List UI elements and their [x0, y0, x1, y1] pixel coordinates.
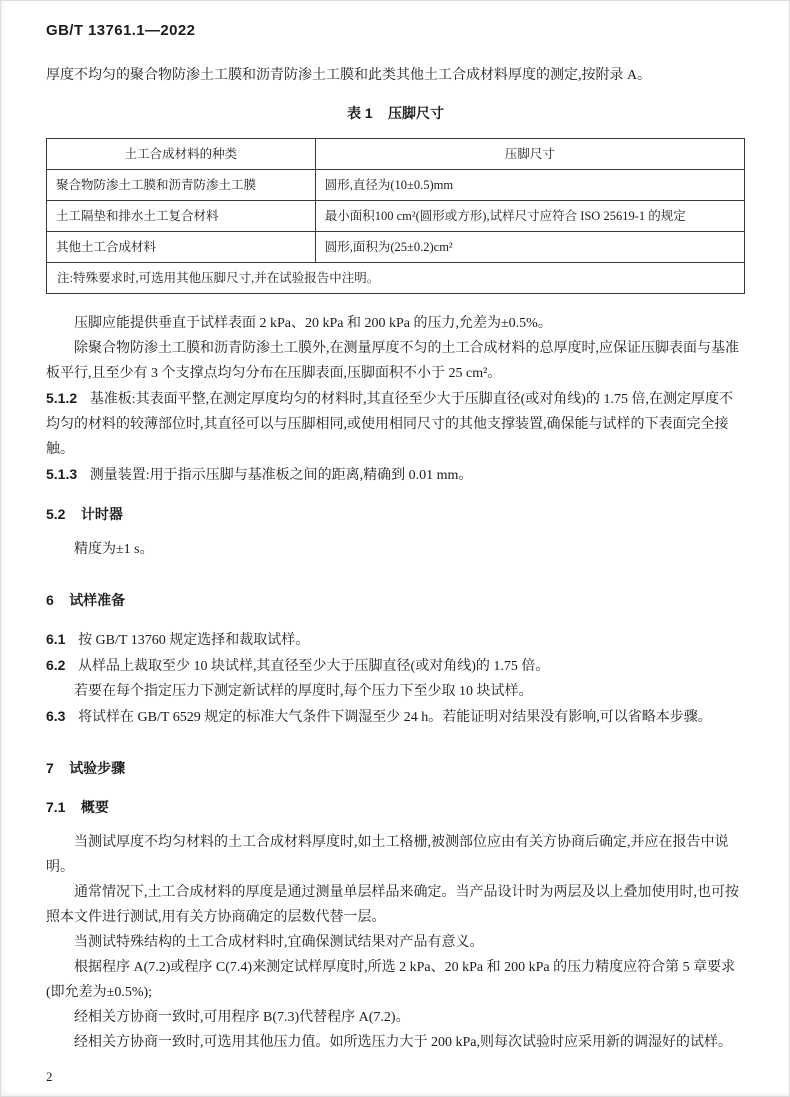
paragraph: 经相关方协商一致时,可选用其他压力值。如所选压力大于 200 kPa,则每次试验时应采用新的调湿好的试样。: [74, 1035, 732, 1050]
paragraph: 当测试厚度不均匀材料的土工合成材料厚度时,如土工格栅,被测部位应由有关方协商后确定,并应在报告中说明。: [46, 835, 729, 875]
table-caption-title: 压脚尺寸: [388, 105, 445, 121]
paragraph: 精度为±1 s。: [74, 542, 154, 557]
heading-7: [46, 756, 745, 781]
table-cell: 圆形,直径为(10±0.5)mm: [315, 170, 744, 201]
heading-number: 5.2: [46, 506, 66, 522]
heading-7-1: [46, 795, 745, 820]
clause-text: 基准板:其表面平整,在测定厚度均匀的材料时,其直径至少大于压脚直径(或对角线)的 1.75 倍,在测定厚度不均匀的材料的较薄部位时,其直径可以与压脚相同,或使用相同尺寸的其他支撑装置,确保能与试样的下表面完全接触。: [46, 392, 733, 457]
clause-number: 6.3: [46, 708, 66, 724]
pressure-foot-size-table: [46, 138, 745, 294]
intro-paragraph: 厚度不均匀的聚合物防渗土工膜和沥青防渗土工膜和此类其他土工合成材料厚度的测定,按附录 A。: [46, 68, 652, 83]
clause-text: 按 GB/T 13760 规定选择和裁取试样。: [78, 633, 310, 648]
document-body: [46, 63, 745, 1055]
paragraph: 压脚应能提供垂直于试样表面 2 kPa、20 kPa 和 200 kPa 的压力,允差为±0.5%。: [74, 316, 552, 331]
clause-6-3: [46, 704, 745, 730]
heading-title: 概要: [80, 799, 109, 815]
table-row: [47, 232, 745, 263]
table-caption-label: 表 1: [346, 105, 373, 121]
doc-number: GB/T 13761.1—2022: [46, 22, 196, 39]
clause-5-1-2: [46, 386, 745, 462]
table-cell: 聚合物防渗土工膜和沥青防渗土工膜: [47, 170, 316, 201]
heading-title: 试样准备: [69, 592, 126, 608]
table-note: 注:特殊要求时,可选用其他压脚尺寸,并在试验报告中注明。: [47, 263, 745, 294]
table-row: [47, 170, 745, 201]
heading-number: 6: [46, 592, 54, 608]
paragraph: 根据程序 A(7.2)或程序 C(7.4)来测定试样厚度时,所选 2 kPa、20 kPa 和 200 kPa 的压力精度应符合第 5 章要求(即允差为±0.5%);: [46, 960, 736, 1000]
clause-number: 6.1: [46, 631, 66, 647]
clause-6-1: [46, 627, 745, 653]
heading-5-2: [46, 502, 745, 527]
table-cell: 最小面积100 cm²(圆形或方形),试样尺寸应符合 ISO 25619-1 的规定: [315, 201, 744, 232]
paragraph: 经相关方协商一致时,可用程序 B(7.3)代替程序 A(7.2)。: [74, 1010, 410, 1025]
paragraph: 若要在每个指定压力下测定新试样的厚度时,每个压力下至少取 10 块试样。: [74, 684, 533, 699]
paragraph: 通常情况下,土工合成材料的厚度是通过测量单层样品来确定。当产品设计时为两层及以上叠加使用时,也可按照本文件进行测试,用有关方协商确定的层数代替一层。: [46, 885, 739, 925]
table-header-foot-size: 压脚尺寸: [315, 139, 744, 170]
clause-text: 将试样在 GB/T 6529 规定的标准大气条件下调湿至少 24 h。若能证明对结果没有影响,可以省略本步骤。: [78, 710, 712, 725]
clause-text: 测量装置:用于指示压脚与基准板之间的距离,精确到 0.01 mm。: [89, 468, 473, 483]
table-cell: 其他土工合成材料: [47, 232, 316, 263]
paragraph: 除聚合物防渗土工膜和沥青防渗土工膜外,在测量厚度不匀的土工合成材料的总厚度时,应保证压脚表面与基准板平行,且至少有 3 个支撑点均匀分布在压脚表面,压脚面积不小于 25 cm²。: [46, 341, 739, 381]
table-cell: 圆形,面积为(25±0.2)cm²: [315, 232, 744, 263]
clause-number: 5.1.3: [46, 466, 78, 482]
heading-title: 试验步骤: [69, 760, 126, 776]
clause-number: 6.2: [46, 657, 66, 673]
page-number: 2: [46, 1069, 53, 1084]
clause-number: 5.1.2: [46, 390, 78, 406]
table-row: [47, 201, 745, 232]
clause-6-2: [46, 653, 745, 679]
table-header-material-type: 土工合成材料的种类: [47, 139, 316, 170]
table-caption: [46, 101, 745, 126]
heading-title: 计时器: [80, 506, 123, 522]
clause-text: 从样品上裁取至少 10 块试样,其直径至少大于压脚直径(或对角线)的 1.75 倍。: [78, 659, 550, 674]
paragraph: 当测试特殊结构的土工合成材料时,宜确保测试结果对产品有意义。: [74, 935, 484, 950]
table-note-row: [47, 263, 745, 294]
table-cell: 土工隔垫和排水土工复合材料: [47, 201, 316, 232]
heading-number: 7: [46, 760, 54, 776]
heading-number: 7.1: [46, 799, 66, 815]
table-header-row: [47, 139, 745, 170]
heading-6: [46, 588, 745, 613]
clause-5-1-3: [46, 462, 745, 488]
